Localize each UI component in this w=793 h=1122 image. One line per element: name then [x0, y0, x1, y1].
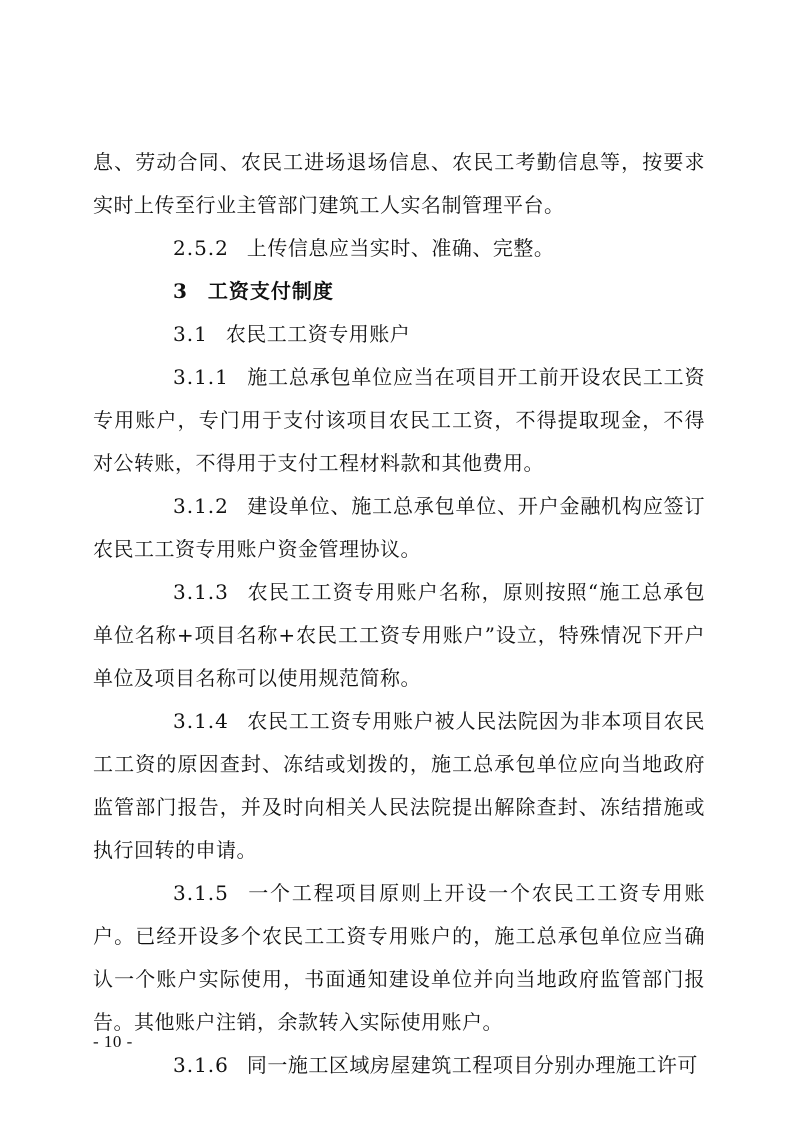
- paragraph-text: 农民工工资专用账户被人民法院因为非本项目农民工工资的原因查封、冻结或划拨的，施工总承包单位应向当地政府监管部门报告，并及时向相关人民法院提出解除查封、冻结措施或执行回转的申请。: [93, 709, 705, 862]
- clause-number: 3.1.4: [173, 709, 229, 733]
- clause-number: 2.5.2: [173, 236, 229, 260]
- paragraph-3-1-3: [93, 571, 705, 700]
- document-body: [93, 141, 705, 1087]
- clause-number: 3.1: [173, 322, 208, 346]
- paragraph-text: 建设单位、施工总承包单位、开户金融机构应签订农民工工资专用账户资金管理协议。: [93, 494, 705, 561]
- paragraph-text: 农民工工资专用账户名称，原则按照“施工总承包单位名称+项目名称+农民工工资专用账户”设立，特殊情况下开户单位及项目名称可以使用规范简称。: [93, 580, 705, 690]
- subsection-heading-3-1: [93, 313, 705, 356]
- clause-number: 3.1.3: [173, 580, 229, 604]
- paragraph-3-1-5: [93, 872, 705, 1044]
- paragraph-text: 上传信息应当实时、准确、完整。: [246, 236, 555, 260]
- paragraph-3-1-6: [93, 1044, 705, 1087]
- paragraph-2-5-2: [93, 227, 705, 270]
- paragraph-text: 施工总承包单位应当在项目开工前开设农民工工资专用账户，专门用于支付该项目农民工工资，不得提取现金，不得对公转账，不得用于支付工程材料款和其他费用。: [93, 365, 705, 475]
- subsection-title: 农民工工资专用账户: [225, 322, 411, 346]
- clause-number: 3.1.6: [173, 1053, 229, 1077]
- paragraph-3-1-2: [93, 485, 705, 571]
- paragraph-text: 一个工程项目原则上开设一个农民工工资专用账户。已经开设多个农民工工资专用账户的，施工总承包单位应当确认一个账户实际使用，书面通知建设单位并向当地政府监管部门报告。其他账户注销，余款转入实际使用账户。: [93, 881, 705, 1034]
- paragraph-text: 同一施工区域房屋建筑工程项目分别办理施工许可: [246, 1053, 698, 1077]
- page-number: - 10 -: [93, 1032, 133, 1051]
- paragraph-text: 息、劳动合同、农民工进场退场信息、农民工考勤信息等，按要求实时上传至行业主管部门建筑工人实名制管理平台。: [93, 150, 705, 217]
- section-title: 工资支付制度: [207, 279, 334, 303]
- clause-number: 3.1.2: [173, 494, 229, 518]
- paragraph-continued: [93, 141, 705, 227]
- paragraph-3-1-4: [93, 700, 705, 872]
- section-heading-3: [93, 270, 705, 313]
- paragraph-3-1-1: [93, 356, 705, 485]
- section-number: 3: [173, 279, 188, 303]
- clause-number: 3.1.1: [173, 365, 229, 389]
- clause-number: 3.1.5: [173, 881, 229, 905]
